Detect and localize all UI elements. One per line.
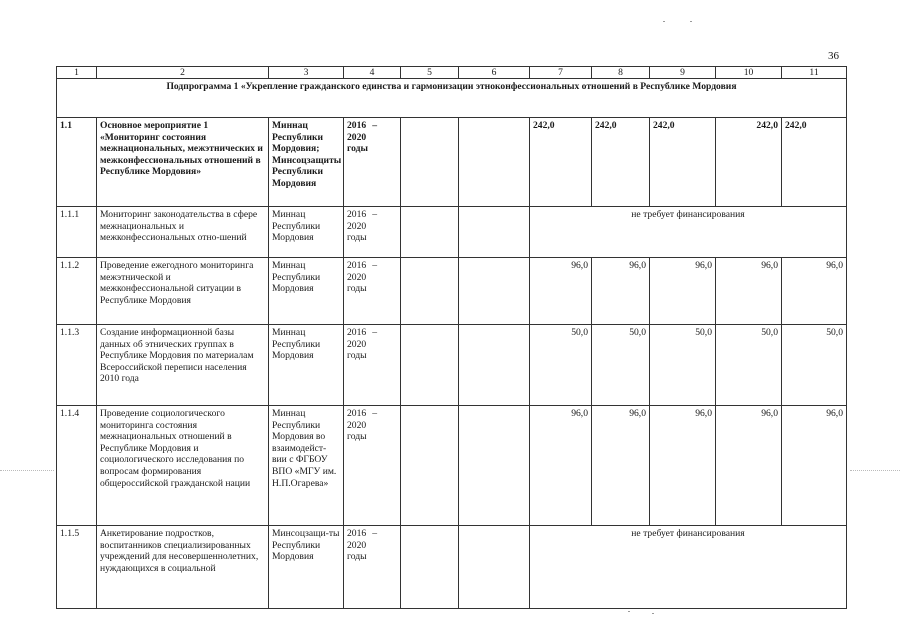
period-cell <box>344 207 401 258</box>
period-unit: годы <box>347 143 368 155</box>
column-number: 3 <box>269 67 344 79</box>
scan-artifact-line <box>850 470 900 471</box>
empty-cell <box>401 258 459 325</box>
funding-value: 96,0 <box>592 258 650 325</box>
funding-value: 96,0 <box>716 258 782 325</box>
table-row <box>57 325 847 406</box>
scan-speck <box>690 21 692 22</box>
funding-value: 242,0 <box>592 118 650 207</box>
period-start: 2016 <box>347 528 367 539</box>
funding-value: 96,0 <box>650 406 716 526</box>
row-number: 1.1.2 <box>57 258 97 325</box>
activity-name: Мониторинг законодательства в сфере межнациональных и межконфессиональных отно-шений <box>97 207 269 258</box>
executor: Миннац Республики Мордовия <box>269 258 344 325</box>
funding-value: 96,0 <box>716 406 782 526</box>
period-end: 2020 <box>347 220 367 232</box>
funding-value: 96,0 <box>782 406 847 526</box>
subprogram-title: Подпрограмма 1 «Укрепление гражданского единства и гармонизации этноконфессиональных отношений в Республике Мордовия <box>57 79 847 118</box>
period-end: 2020 <box>347 131 367 143</box>
empty-cell <box>459 325 530 406</box>
period-dash: – <box>372 209 377 220</box>
table-row <box>57 526 847 609</box>
period-dash: – <box>372 120 377 131</box>
empty-cell <box>401 207 459 258</box>
column-number: 6 <box>459 67 530 79</box>
period-dash: – <box>372 528 377 539</box>
funding-value: 96,0 <box>782 258 847 325</box>
funding-value: 96,0 <box>530 258 592 325</box>
funding-value: 50,0 <box>592 325 650 406</box>
funding-note: не требует финансирования <box>530 526 847 609</box>
column-number: 8 <box>592 67 650 79</box>
executor: Миннац Республики Мордовия <box>269 207 344 258</box>
period-unit: годы <box>347 232 367 244</box>
executor: Миннац Республики Мордовия; Минсоцзащиты Республики Мордовия <box>269 118 344 207</box>
period-cell <box>344 406 401 526</box>
column-number: 5 <box>401 67 459 79</box>
period-cell <box>344 526 401 609</box>
column-number: 11 <box>782 67 847 79</box>
funding-value: 96,0 <box>650 258 716 325</box>
subprogram-row <box>57 79 847 118</box>
empty-cell <box>401 406 459 526</box>
period-end: 2020 <box>347 539 367 551</box>
empty-cell <box>401 325 459 406</box>
column-number: 4 <box>344 67 401 79</box>
table-row <box>57 207 847 258</box>
row-number: 1.1 <box>57 118 97 207</box>
funding-value: 242,0 <box>782 118 847 207</box>
period-cell <box>344 325 401 406</box>
column-number: 2 <box>97 67 269 79</box>
funding-value: 50,0 <box>716 325 782 406</box>
executor: Миннац Республики Мордовия <box>269 325 344 406</box>
executor: Миннац Республики Мордовия во взаимодейст-вии с ФГБОУ ВПО «МГУ им. Н.П.Огарева» <box>269 406 344 526</box>
program-table <box>56 66 847 609</box>
funding-value: 96,0 <box>592 406 650 526</box>
period-dash: – <box>372 408 377 419</box>
scan-speck <box>628 611 630 612</box>
period-end: 2020 <box>347 419 367 431</box>
period-unit: годы <box>347 350 367 362</box>
scan-speck <box>652 613 654 614</box>
column-number: 7 <box>530 67 592 79</box>
period-cell <box>344 258 401 325</box>
period-start: 2016 <box>347 209 367 220</box>
period-dash: – <box>372 327 377 338</box>
empty-cell <box>401 526 459 609</box>
funding-note: не требует финансирования <box>530 207 847 258</box>
empty-cell <box>459 526 530 609</box>
scan-speck <box>663 21 665 22</box>
row-number: 1.1.5 <box>57 526 97 609</box>
executor: Минсоцзащи-ты Республики Мордовия <box>269 526 344 609</box>
activity-name: Анкетирование подростков, воспитанников специализированных учреждений для несовершеннолетних, нуждающихся в социальной <box>97 526 269 609</box>
period-end: 2020 <box>347 338 367 350</box>
page-number: 36 <box>828 50 839 62</box>
activity-name: Проведение ежегодного мониторинга межэтнической и межконфессиональной ситуации в Республике Мордовия <box>97 258 269 325</box>
funding-value: 242,0 <box>650 118 716 207</box>
activity-name: Проведение социологического мониторинга состояния межнациональных отношений в Республике Мордовия и социологического исследования по вопросам формирования общероссийской гражданской нации <box>97 406 269 526</box>
funding-value: 96,0 <box>530 406 592 526</box>
table-row <box>57 118 847 207</box>
activity-name: Создание информационной базы данных об этнических группах в Республике Мордовия по материалам Всероссийской переписи населения 2010 года <box>97 325 269 406</box>
period-unit: годы <box>347 431 367 443</box>
period-cell <box>344 118 401 207</box>
scan-artifact-line <box>0 470 54 471</box>
table-row <box>57 258 847 325</box>
empty-cell <box>459 258 530 325</box>
period-unit: годы <box>347 283 367 295</box>
funding-value: 50,0 <box>650 325 716 406</box>
funding-value: 242,0 <box>716 118 782 207</box>
funding-value: 50,0 <box>782 325 847 406</box>
period-end: 2020 <box>347 271 367 283</box>
period-start: 2016 <box>347 327 367 338</box>
empty-cell <box>459 406 530 526</box>
empty-cell <box>401 118 459 207</box>
empty-cell <box>459 118 530 207</box>
column-number: 10 <box>716 67 782 79</box>
period-start: 2016 <box>347 120 367 131</box>
column-number: 9 <box>650 67 716 79</box>
period-unit: годы <box>347 551 367 563</box>
period-dash: – <box>372 260 377 271</box>
row-number: 1.1.1 <box>57 207 97 258</box>
activity-name: Основное мероприятие 1 «Мониторинг состояния межнациональных, межэтнических и межконфессиональных отношений в Республике Мордовия» <box>97 118 269 207</box>
row-number: 1.1.3 <box>57 325 97 406</box>
table-row <box>57 406 847 526</box>
column-number-row <box>57 67 847 79</box>
period-start: 2016 <box>347 408 367 419</box>
column-number: 1 <box>57 67 97 79</box>
funding-value: 242,0 <box>530 118 592 207</box>
row-number: 1.1.4 <box>57 406 97 526</box>
period-start: 2016 <box>347 260 367 271</box>
funding-value: 50,0 <box>530 325 592 406</box>
empty-cell <box>459 207 530 258</box>
